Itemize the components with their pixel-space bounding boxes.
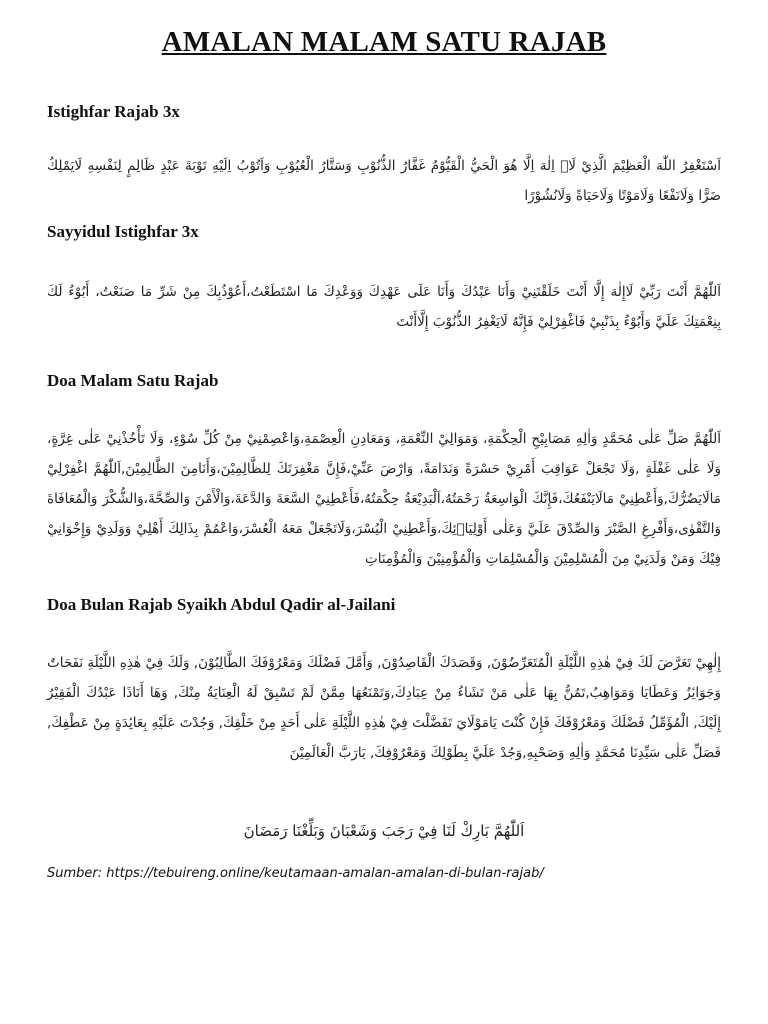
closing-prayer: اَللّٰهُمَّ بَارِكْ لَنَا فِيْ رَجَبَ وَشَعْبَانَ وَبَلِّغْنَا رَمَضَانَ [243, 822, 525, 840]
page-title: AMALAN MALAM SATU RAJAB [161, 26, 607, 58]
source-citation: Sumber: https://tebuireng.online/keutamaan-amalan-amalan-di-bulan-rajab/ [47, 866, 544, 881]
istighfar-rajab-text: اَسْتَغْفِرُ اللّٰهَ الْعَظِيْمَ الَّذِيْ لَاۤ اِلٰهَ اِلَّا هُوَ الْحَيُّ الْقَيُّوْمُ غَفَّارُ الذُّنُوْبِ وَسَتَّارُ الْعُيُوْبِ وَاَتُوْبُ اِلَيْهِ تَوْبَةَ عَبْدٍ ظَالِمٍ لِنَفْسِهِ لَايَمْلِكُ ضَرًّا وَلَانَفْعًا وَلَامَوْتًا وَلَاحَيَاةً وَلَانُشُوْرًا [47, 158, 721, 204]
doa-malam-satu-rajab-text: اَللّٰهُمَّ صَلِّ عَلٰى مُحَمَّدٍ وَاٰلِهِ مَصَابِيْحِ الْحِكْمَةِ، وَمَوَالِيْ النِّعْمَةِ، وَمَعَادِنِ الْعِصْمَةِ،وَاعْصِمْنِيْ مِنْ كُلِّ سُوْءٍ، وَلَا تَأْخُذْنِيْ عَلٰى غِرَّةٍ، وَلَا عَلٰى غَفْلَةٍ ,وَلَا تَجْعَلْ عَوَاقِبَ أَمْرِيْ حَسْرَةً وَنَدَامَةً، وَارْضَ عَنِّيْ،فَإِنَّ مَغْفِرَتَكَ لِلظَّالِمِيْنَ،وَأَنَامِنَ الظَّالِمِيْنَ,اَللّٰهُمَّ اغْفِرْلِيْ مَالَايَضُرُّكَ,وَأَعْطِنِيْ مَالَايَنْفَعُكَ،فَإِنَّكَ الْوَاسِعَةُ رَحْمَتُهُ،اَلْبَدِيْعَةُ حِكْمَتُهُ،فَأَعْطِنِيْ السَّعَةَ وَالدَّعَةَ،وَالْأَمْنَ وَالصِّحَّةَ،وَالشُّكْرَ وَالْمُعَافَاةَ وَالتَّقْوٰى،وَأَفْرِغِ الصَّبْرَ وَالصِّدْقَ عَلَيَّ وَعَلٰى أَوْلِيَاۤئِكَ،وَأَعْطِنِيْ الْيُسْرَ،وَلَاتَجْعَلْ مَعَهُ الْعُسْرَ،وَاعْمُمْ بِذَالِكَ أَهْلِيْ وَوَلَدِيْ وَإِخْوَانِيْ فِيْكَ وَمَنْ وَلَدَنِيْ مِنَ الْمُسْلِمِيْنَ وَالْمُسْلِمَاتِ وَالْمُؤْمِنِيْنَ وَالْمُؤْمِنَاتِ [47, 431, 721, 567]
section-heading-doa-malam-satu-rajab: Doa Malam Satu Rajab [47, 371, 219, 390]
section-heading-istighfar-rajab: Istighfar Rajab 3x [47, 102, 180, 121]
sayyidul-istighfar-text: اَللّٰهُمَّ أَنْتَ رَبِّيْ لَاإِلٰهَ إِلَّا أَنْتَ خَلَقْتَنِيْ وَأَنَا عَبْدُكَ وَأَنَا عَلَى عَهْدِكَ وَوَعْدِكَ مَا اسْتَطَعْتُ،أَعُوْذُبِكَ مِنْ شَرِّ مَا صَنَعْتُ، أَبُوْءُ لَكَ بِنِعْمَتِكَ عَلَيَّ وَأَبُوْءُ بِذَنْبِيْ فَاغْفِرْلِيْ فَإِنَّهُ لَايَغْفِرُ الذُّنُوْبَ إِلَّاأَنْتَ [47, 284, 721, 330]
doa-bulan-rajab-text: إِلٰهِيْ تَعَرَّضَ لَكَ فِيْ هٰذِهِ اللَّيْلَةِ الْمُتَعَرِّضُوْنَ, وَقَصَدَكَ الْقَاصِدُوْنَ, وَأَمَّلَ فَضْلَكَ وَمَعْرُوْفَكَ الطَّالِبُوْنَ, وَلَكَ فِيْ هٰذِهِ اللَّيْلَةِ نَفَحَاتٌ وَجَوَاىِٔزُ وَعَطَايَا وَمَوَاهِبُ,تَمُنُّ بِهَا عَلٰى مَنْ تَشَاءُ مِنْ عِبَادِكَ,وَتَمْنَعُهَا مِمَّنْ لَمْ تَسْبِقْ لَهُ الْعِنَايَةُ مِنْكَ, وَهَا أَنَاذَا عَبْدُكَ الْفَقِيْرُ إِلَيْكَ, الْمُؤَمِّلُ فَضْلَكَ وَمَعْرُوْفَكَ فَإِنْ كُنْتَ يَامَوْلَايَ تَفَضَّلْتَ فِيْ هٰذِهِ اللَّيْلَةِ عَلٰى أَحَدٍ مِنْ خَلْقِكَ, وَجُدْتَ عَلَيْهِ بِعَاىِٔدَةٍ مِنْ عَطْفِكَ, فَصَلِّ عَلٰى سَيِّدِنَا مُحَمَّدٍ وَاٰلِهِ وَصَحْبِهِ,وَجُدْ عَلَيَّ بِطَوْلِكَ وَمَعْرُوْفِكَ, يَارَبَّ الْعَالَمِيْنَ [47, 655, 721, 761]
section-heading-sayyidul-istighfar: Sayyidul Istighfar 3x [47, 222, 199, 241]
section-heading-doa-bulan-rajab: Doa Bulan Rajab Syaikh Abdul Qadir al-Jailani [47, 595, 396, 614]
